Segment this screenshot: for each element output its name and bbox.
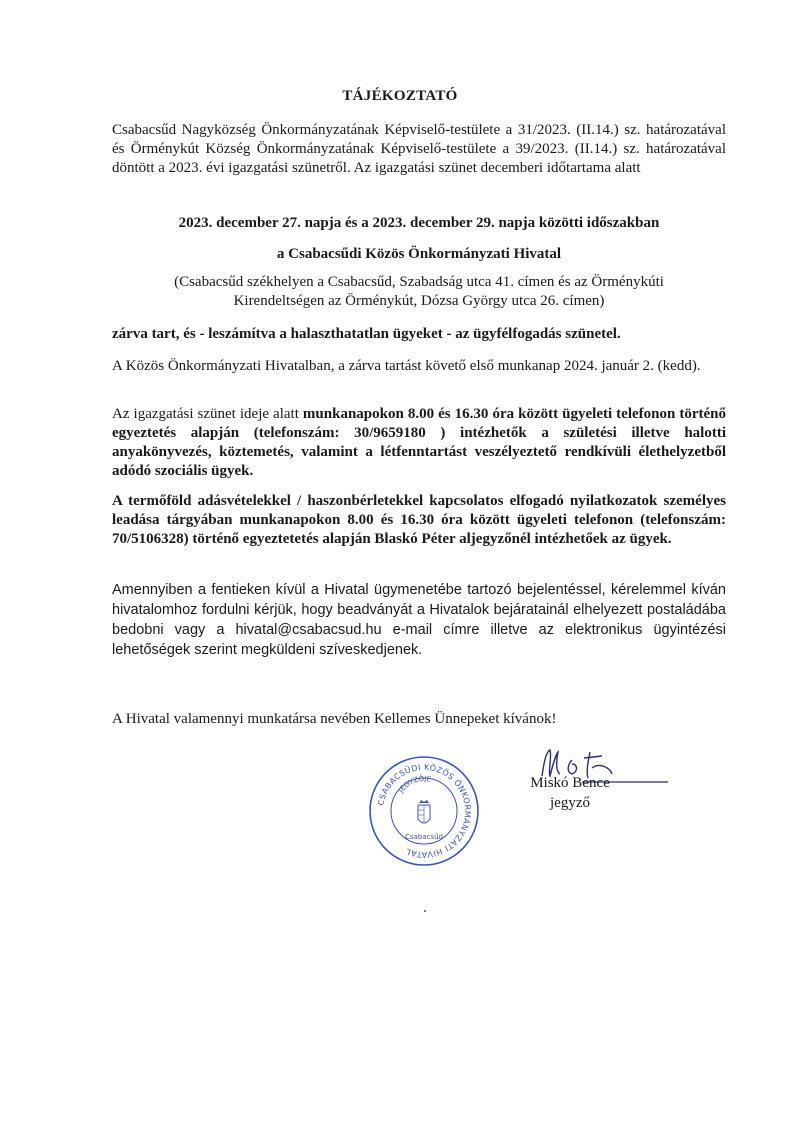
document-title: TÁJÉKOZTATÓ (342, 88, 458, 104)
locations-line-2: Kirendeltségen az Örménykút, Dózsa György utca 26. címen) (233, 293, 605, 309)
stamp-bottom-text: Csabacsűd (405, 833, 443, 841)
closure-notice: zárva tart, és - leszámítva a halaszthatatlan ügyeket - az ügyfélfogadás szünetel. (112, 326, 621, 342)
office-name: a Csabacsűdi Közös Önkormányzati Hivatal (276, 246, 562, 262)
duty-lead-text: Az igazgatási szünet ideje alatt (112, 406, 303, 422)
stamp-inner-text: JEGYZŐJE (397, 774, 432, 795)
signer-name: Miskó Bence (530, 775, 610, 791)
signature-block (510, 773, 630, 813)
coat-of-arms-icon (418, 800, 430, 823)
land-paragraph: A termőföld adásvételekkel / haszonbérletekkel kapcsolatos elfogadó nyilatkozatok személyes leadása tárgyában munkanapokon 8.00 és 16.30 óra között ügyeleti telefonon (telefonszám: 70/5106328) történő egyeztetetés alapján Blaskó Péter aljegyzőnél intézhetőek az ügyek. (112, 493, 726, 547)
stamp-outer-text: CSABACSŰDI KÖZÖS ÖNKORMÁNYZATI HIVATAL (376, 762, 473, 860)
duty-bold-text: munkanapokon 8.00 és 16.30 óra között ügyeleti telefonon történő egyeztetés alapján (telefonszám: 30/9659180 ) intézhetők a születési illetve halotti anyakönyvezés, köztemetés, valamint a létfenntartást veszélyeztető rendkívüli élethelyzetből adódó szociális ügyek. (112, 406, 727, 479)
duty-paragraph (112, 405, 726, 481)
scan-speck (424, 910, 426, 912)
office-locations (112, 273, 726, 311)
greeting-text: A Hivatal valamennyi munkatársa nevében Kellemes Ünnepeket kívánok! (112, 711, 557, 727)
locations-line-1: (Csabacsűd székhelyen a Csabacsűd, Szabadság utca 41. címen és az Örménykúti (174, 274, 664, 290)
official-stamp (368, 755, 480, 867)
mailbox-paragraph: Amennyiben a fentieken kívül a Hivatal ügymenetébe tartozó bejelentéssel, kérelemmel kíván hivatalomhoz fordulni kérjük, hogy beadványát a Hivatalok bejáratainál elhelyezett postaládába bedobni vagy a hivatal@csabacsud.hu e-mail címre illetve az elektronikus ügyintézési lehetőségek szerint megküldeni szíveskedjenek. (112, 582, 726, 658)
first-workday-paragraph: A Közös Önkormányzati Hivatalban, a zárva tartást követő első munkanap 2024. január 2. (kedd). (112, 358, 701, 374)
signer-title: jegyző (550, 795, 590, 811)
intro-paragraph: Csabacsűd Nagyközség Önkormányzatának Képviselő-testülete a 31/2023. (II.14.) sz. határozatával és Örménykút Község Önkormányzatának Képviselő-testülete a 39/2023. (II.14.) sz. határozatával döntött a 2023. évi igazgatási szünetről. Az igazgatási szünet decemberi időtartama alatt (112, 122, 726, 176)
closure-period: 2023. december 27. napja és a 2023. december 29. napja közötti időszakban (178, 215, 660, 231)
